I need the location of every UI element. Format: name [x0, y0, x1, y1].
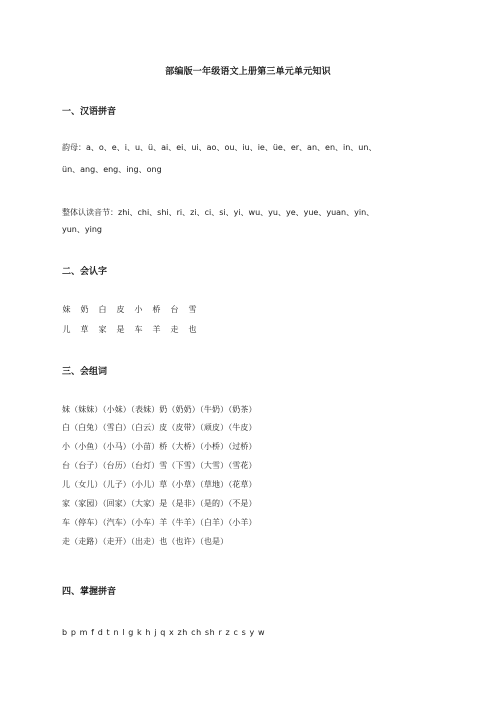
recognize-char: 白: [98, 305, 107, 314]
recognize-char: 桥: [152, 305, 161, 314]
document-title: 部编版一年级语文上册第三单元单元知识: [165, 67, 331, 77]
recognize-char: 也: [188, 325, 197, 334]
recognize-row-2: [62, 324, 197, 335]
section-heading-words: 三、会组词: [62, 367, 108, 377]
word-row: 车（停车）（汽车）（小车）羊（牛羊）（白羊）（小羊）: [62, 518, 257, 527]
word-row: 白（白兔）（雪白）（白云）皮（皮带）（顽皮）（牛皮）: [62, 423, 257, 432]
recognize-char: 羊: [152, 325, 161, 334]
finals-line-1: 韵母：a、o、e、i、u、ü、ai、ei、ui、ao、ou、iu、ie、üe、er、an、en、in、un、: [62, 143, 377, 152]
word-row: 儿（女儿）（儿子）（小儿）草（小草）（草地）（花草）: [62, 480, 257, 489]
word-row: 妹（妹妹）（小妹）（表妹）奶（奶奶）（牛奶）（奶茶）: [62, 405, 257, 414]
recognize-char: 台: [170, 305, 179, 314]
recognize-char: 车: [134, 325, 143, 334]
syllables-line-2: yun、ying: [62, 225, 102, 234]
section-heading-pinyin: 一、汉语拼音: [62, 107, 117, 117]
section-heading-recognize: 二、会认字: [62, 267, 108, 277]
recognize-char: 奶: [80, 305, 89, 314]
recognize-char: 小: [134, 305, 143, 314]
finals-line-2: ün、ang、eng、ing、ong: [62, 165, 162, 174]
recognize-char: 雪: [188, 305, 197, 314]
recognize-char: 家: [98, 325, 107, 334]
recognize-char: 皮: [116, 305, 125, 314]
section-heading-master: 四、掌握拼音: [62, 587, 117, 597]
initials-line: b p m f d t n l g k h j q x zh ch sh r z c s y w: [62, 628, 266, 637]
word-row: 台（台子）（台历）（台灯）雪（下雪）（大雪）（雪花）: [62, 461, 257, 470]
recognize-row-1: [62, 304, 197, 315]
syllables-line-1: 整体认读音节：zhi、chi、shi、ri、zi、ci、si、yi、wu、yu、ye、yue、yuan、yin、: [62, 208, 375, 217]
recognize-char: 妹: [62, 305, 71, 314]
recognize-char: 是: [116, 325, 125, 334]
word-row: 走（走路）（走开）（出走）也（也许）（也是）: [62, 537, 229, 546]
word-row: 小（小鱼）（小马）（小苗）桥（大桥）（小桥）（过桥）: [62, 442, 257, 451]
word-row: 家（家园）（回家）（大家）是（是非）（是的）（不是）: [62, 499, 257, 508]
recognize-char: 儿: [62, 325, 71, 334]
recognize-char: 草: [80, 325, 89, 334]
recognize-char: 走: [170, 325, 179, 334]
